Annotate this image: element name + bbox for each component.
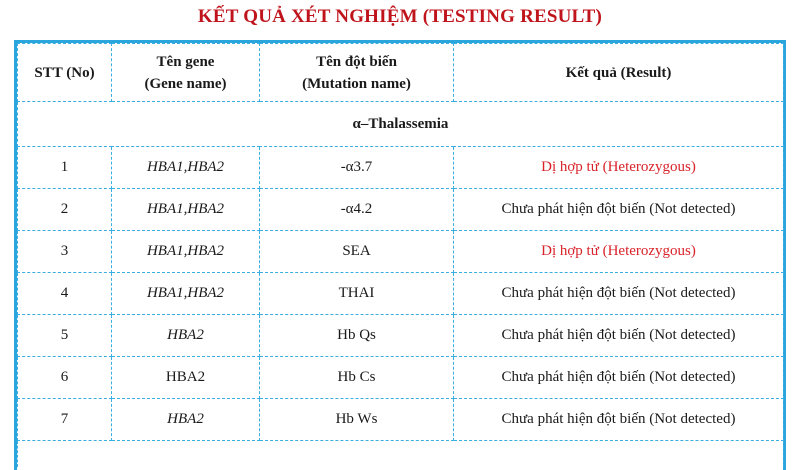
row-gene: HBA1,HBA2: [112, 147, 260, 189]
table-row: [18, 189, 784, 231]
header-gene-vi: Tên gene: [156, 53, 215, 70]
row-gene: HBA2: [112, 315, 260, 357]
table-row: [18, 147, 784, 189]
results-table: [17, 43, 784, 467]
header-mutation-vi: Tên đột biến: [316, 53, 397, 70]
row-result: Chưa phát hiện đột biến (Not detected): [454, 399, 784, 441]
row-no: 2: [18, 189, 112, 231]
row-gene: HBA1,HBA2: [112, 189, 260, 231]
row-result: Chưa phát hiện đột biến (Not detected): [454, 273, 784, 315]
section-label: α–Thalassemia: [18, 102, 784, 147]
header-mutation: [260, 44, 454, 102]
header-gene: [112, 44, 260, 102]
row-no: 3: [18, 231, 112, 273]
row-result: Dị hợp tử (Heterozygous): [454, 231, 784, 273]
section-row: [18, 102, 784, 147]
row-no: 1: [18, 147, 112, 189]
row-no: 7: [18, 399, 112, 441]
table-row: [18, 399, 784, 441]
header-no: STT (No): [18, 44, 112, 102]
row-mutation: Hb Cs: [260, 357, 454, 399]
header-mutation-en: (Mutation name): [302, 75, 411, 92]
row-mutation: Hb Ws: [260, 399, 454, 441]
row-result: Chưa phát hiện đột biến (Not detected): [454, 189, 784, 231]
row-gene: HBA1,HBA2: [112, 231, 260, 273]
header-row: [18, 44, 784, 102]
row-mutation: THAI: [260, 273, 454, 315]
row-no: 4: [18, 273, 112, 315]
partial-row-cell: [18, 441, 784, 468]
row-result: Dị hợp tử (Heterozygous): [454, 147, 784, 189]
table-row: [18, 231, 784, 273]
row-result: Chưa phát hiện đột biến (Not detected): [454, 357, 784, 399]
row-no: 6: [18, 357, 112, 399]
row-mutation: -α4.2: [260, 189, 454, 231]
table-row-partial: [18, 441, 784, 468]
row-mutation: -α3.7: [260, 147, 454, 189]
row-no: 5: [18, 315, 112, 357]
header-result: Kết quả (Result): [454, 44, 784, 102]
header-gene-en: (Gene name): [144, 75, 227, 92]
row-gene: HBA2: [112, 357, 260, 399]
row-gene: HBA2: [112, 399, 260, 441]
row-mutation: SEA: [260, 231, 454, 273]
row-mutation: Hb Qs: [260, 315, 454, 357]
row-gene: HBA1,HBA2: [112, 273, 260, 315]
table-row: [18, 357, 784, 399]
document-title: KẾT QUẢ XÉT NGHIỆM (TESTING RESULT): [197, 6, 603, 27]
row-result: Chưa phát hiện đột biến (Not detected): [454, 315, 784, 357]
table-row: [18, 273, 784, 315]
table-row: [18, 315, 784, 357]
